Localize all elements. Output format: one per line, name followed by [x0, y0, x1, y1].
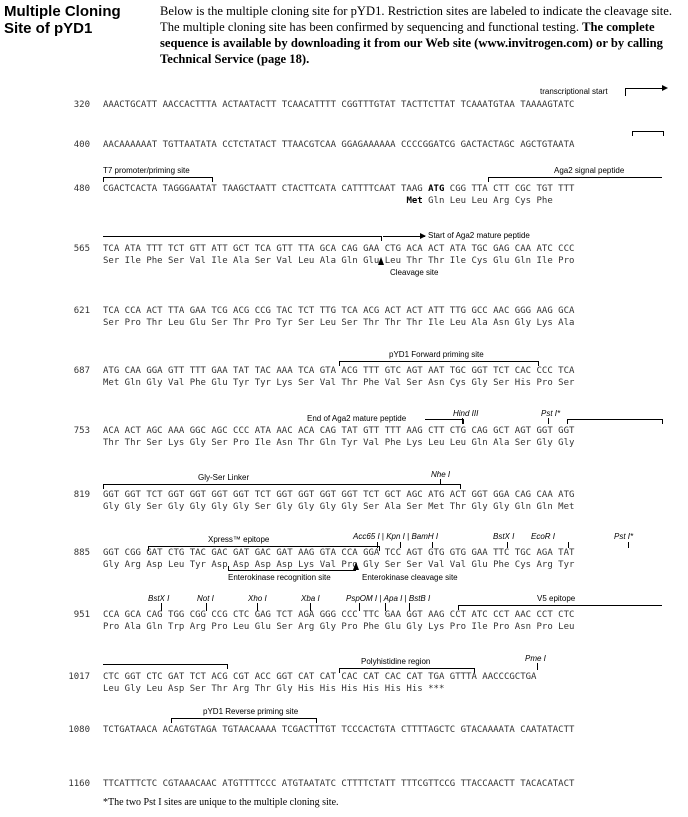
label-pyd1-forward: pYD1 Forward priming site	[389, 350, 484, 359]
enzyme-name: Pst I*	[541, 409, 561, 418]
label-polyhis: Polyhistidine region	[361, 657, 431, 666]
dna-sequence: AACAAAAAAT TGTTAATATA CCTCTATACT TTAACGTCAA GGAGAAAAAA CCCCGGATCG GACTACTAGC AGCTGTAATA	[103, 140, 575, 150]
label-t7-promoter: T7 promoter/priming site	[103, 166, 190, 175]
aga2-signal-line	[488, 177, 662, 178]
pyd1-reverse-bracket	[171, 718, 317, 723]
label-v5-epitope: V5 epitope	[537, 594, 576, 603]
aga2-signal-end-tick	[381, 236, 382, 241]
dna-segment: CGACTCACTA TAGGGAATAT TAAGCTAATT CTACTTCATA CATTTTCAAT TAAG	[103, 184, 429, 194]
label-not1	[197, 594, 214, 603]
position-number: 621	[73, 306, 90, 316]
v5-epitope-line	[458, 605, 662, 606]
position-number: 1160	[68, 779, 90, 789]
enzyme-name: Pst I*	[614, 532, 634, 541]
cleavage-arrow-icon	[378, 257, 384, 265]
position-number: 565	[73, 244, 90, 254]
ek-recognition-bracket	[228, 566, 356, 571]
label-start-aga2-mature: Start of Aga2 mature peptide	[428, 231, 530, 240]
amino-acid-sequence: Pro Ala Gln Trp Arg Pro Leu Glu Ser Arg Gly Pro Phe Glu Gly Lys Pro Ile Pro Asn Pro Leu	[103, 622, 575, 632]
label-ecor1	[531, 532, 555, 541]
aga2-mature-arrow	[420, 233, 426, 239]
enzyme-name: BstB I	[408, 594, 431, 603]
dna-sequence: GGT CGG GAT CTG TAC GAC GAT GAC GAT AAG GTA CCA GGA TCC AGT GTG GTG GAA TTC TGC AGA TAT	[103, 548, 575, 558]
dna-sequence: CCA GCA CAG TGG CGG CCG CTC GAG TCT AGA GGG CCC TTC GAA GGT AAG CCT ATC CCT AAC CCT CTC	[103, 610, 575, 620]
gly-ser-linker-bracket	[103, 484, 461, 489]
t7-bracket	[103, 177, 213, 182]
dna-sequence: TCA ATA TTT TCT GTT ATT GCT TCA GTT TTA GCA CAG GAA CTG ACA ACT ATA TGC GAG CAA ATC CCC	[103, 244, 575, 254]
amino-acid-sequence: Gly Arg Asp Leu Tyr Asp Asp Asp Asp Lys Val Pro Gly Ser Ser Val Val Glu Phe Cys Arg Tyr	[103, 560, 575, 570]
label-gly-ser-linker: Gly-Ser Linker	[198, 473, 250, 482]
label-bstx1-a	[493, 532, 514, 541]
end-aga2-tick	[463, 419, 464, 424]
dna-sequence: AAACTGCATT AACCACTTTA ACTAATACTT TCAACATTTT CGGTTTGTAT TACTTCTTAT TCAAATGTAA TAAAAGTATC	[103, 100, 575, 110]
enzyme-name: Xho I	[248, 594, 267, 603]
label-xho1	[248, 594, 267, 603]
pst1-b-tick	[628, 542, 629, 548]
amino-acid-sequence: Leu Gly Leu Asp Ser Thr Arg Thr Gly His His His His His His ***	[103, 684, 445, 694]
label-xpress-epitope: Xpress™ epitope	[208, 535, 270, 544]
amino-acid-sequence: Thr Thr Ser Lys Gly Ser Pro Ile Asn Thr Gln Tyr Val Phe Lys Leu Leu Gln Ala Ser Gly Gly	[103, 438, 575, 448]
aa-segment: Gln Leu Leu Arg Cys Phe	[422, 196, 553, 206]
position-number: 687	[73, 366, 90, 376]
enzyme-name: Hind III	[453, 409, 479, 418]
dna-sequence	[103, 184, 574, 194]
label-ek-cleavage: Enterokinase cleavage site	[362, 573, 458, 582]
position-number: 819	[73, 490, 90, 500]
enzyme-name: Not I	[197, 594, 214, 603]
amino-acid-sequence: Ser Pro Thr Leu Glu Ser Thr Pro Tyr Ser Leu Ser Thr Thr Thr Ile Leu Ala Asn Gly Lys Ala	[103, 318, 575, 328]
amino-acid-sequence: Gly Gly Ser Gly Gly Gly Gly Ser Gly Gly Gly Gly Ser Ala Ser Met Thr Gly Gly Gln Gln Met	[103, 502, 575, 512]
enzyme-name: BamH I	[411, 532, 439, 541]
enzyme-name: Pme I	[525, 654, 546, 663]
enzyme-name: EcoR I	[531, 532, 556, 541]
label-cleavage-site: Cleavage site	[390, 268, 439, 277]
ek-cleavage-arrow-icon	[353, 562, 359, 570]
label-pme1	[525, 654, 546, 663]
dna-sequence: ACA ACT AGC AAA GGC AGC CCC ATA AAC ACA CAG TAT GTT TTT AAG CTT CTG CAG GCT AGT GGT GGT	[103, 426, 575, 436]
position-number: 753	[73, 426, 90, 436]
position-number: 320	[73, 100, 90, 110]
enzyme-name: BstX I	[148, 594, 170, 603]
dna-sequence: TTCATTTCTC CGTAAACAAC ATGTTTTCCC ATGTAATATC CTTTTCTATT TTTCGTTCCG TTACCAACTT TACACATACT	[103, 779, 575, 789]
dna-sequence: TCTGATAACA ACAGTGTAGA TGTAACAAAA TCGACTTTGT TCCCACTGTA CTTTTAGCTC GTACAAAATA CAATATACTT	[103, 725, 575, 735]
aa-padding	[103, 196, 406, 206]
enzyme-name: Kpn I	[386, 532, 405, 541]
label-pyd1-reverse: pYD1 Reverse priming site	[203, 707, 299, 716]
v5-epitope-line-cont	[103, 664, 227, 665]
position-number: 885	[73, 548, 90, 558]
nhe1-tick	[440, 479, 441, 485]
dna-sequence: GGT GGT TCT GGT GGT GGT GGT TCT GGT GGT GGT GGT TCT GCT AGC ATG ACT GGT GGA CAG CAA ATG	[103, 490, 575, 500]
label-transcriptional-start: transcriptional start	[540, 87, 608, 96]
position-number: 480	[73, 184, 90, 194]
enzyme-name: BstX I	[493, 532, 515, 541]
label-xba1	[301, 594, 320, 603]
section-title-line-1: Multiple Cloning	[4, 3, 121, 20]
end-aga2-line	[425, 419, 463, 420]
intro-paragraph	[160, 3, 682, 67]
dna-sequence: CTC GGT CTC GAT TCT ACG CGT ACC GGT CAT CAT CAC CAT CAC CAT TGA GTTTA AACCCGCTGA	[103, 672, 537, 682]
label-acc65-kpn-bamh: Acc65 I | Kpn I | BamH I	[353, 532, 439, 541]
position-number: 1017	[68, 672, 90, 682]
dna-segment: CGG TTA CTT CGC TGT TTT	[444, 184, 575, 194]
label-end-aga2-mature: End of Aga2 mature peptide	[307, 414, 407, 423]
footnote: *The two Pst I sites are unique to the multiple cloning site.	[103, 797, 339, 808]
section-title	[4, 3, 121, 37]
pme1-tick	[537, 663, 538, 670]
label-aga2-signal: Aga2 signal peptide	[554, 166, 625, 175]
label-pst1-a	[541, 409, 560, 418]
enzyme-name: Nhe I	[431, 470, 451, 479]
start-codon: ATG	[428, 184, 445, 194]
enzyme-name: Apa I	[383, 594, 403, 603]
pst1-a-tick	[548, 418, 549, 424]
t7-bracket-start	[632, 131, 664, 136]
label-pst1-b	[614, 532, 633, 541]
amino-acid-sequence	[103, 196, 553, 206]
label-bstx1-b	[148, 594, 169, 603]
hind3-tick	[462, 418, 463, 424]
intro-text: Below is the multiple cloning site for pYD1. Restriction sites are labeled to indicate the cleavage site. The multiple cloning site has been confirmed by sequencing and functional testing.	[160, 4, 673, 34]
aga2-mature-line	[383, 236, 425, 237]
start-met: Met	[406, 196, 423, 206]
tx-start-tick	[625, 88, 626, 96]
linker-bracket-start	[567, 419, 663, 424]
dna-sequence: TCA CCA ACT TTA GAA TCG ACG CCG TAC TCT TTG TCA ACG ACT ACT ATT TTG GCC AAC GGG AAG GCA	[103, 306, 575, 316]
amino-acid-sequence: Met Gln Gly Val Phe Glu Tyr Tyr Lys Ser Val Thr Phe Val Ser Asn Cys Gly Ser His Pro Ser	[103, 378, 575, 388]
label-nhe1	[431, 470, 450, 479]
position-number: 400	[73, 140, 90, 150]
section-title-line-2: Site of pYD1	[4, 20, 93, 37]
v5-epitope-end-tick	[227, 664, 228, 669]
enzyme-name: Xba I	[301, 594, 320, 603]
enzyme-name: Acc65 I	[353, 532, 380, 541]
label-ek-recognition: Enterokinase recognition site	[228, 573, 331, 582]
enzyme-name: PspOM I	[346, 594, 378, 603]
tx-start-arrow	[662, 85, 668, 91]
position-number: 951	[73, 610, 90, 620]
intro-bold-text: The complete sequence is available by downloading it from our Web site (www.invitrogen.com) or by calling Technical Service (page 18).	[160, 20, 663, 66]
position-number: 1080	[68, 725, 90, 735]
tx-start-line	[625, 88, 663, 89]
aga2-signal-tick	[488, 177, 489, 182]
label-pspom-apa-bstb: PspOM I | Apa I | BstB I	[346, 594, 431, 603]
amino-acid-sequence: Ser Ile Phe Ser Val Ile Ala Ser Val Leu Ala Gln Glu Leu Thr Thr Ile Cys Glu Gln Ile Pro	[103, 256, 575, 266]
dna-sequence: ATG CAA GGA GTT TTT GAA TAT TAC AAA TCA GTA ACG TTT GTC AGT AAT TGC GGT TCT CAC CCC TCA	[103, 366, 575, 376]
label-hind3	[453, 409, 478, 418]
aga2-signal-line-cont	[103, 236, 381, 237]
